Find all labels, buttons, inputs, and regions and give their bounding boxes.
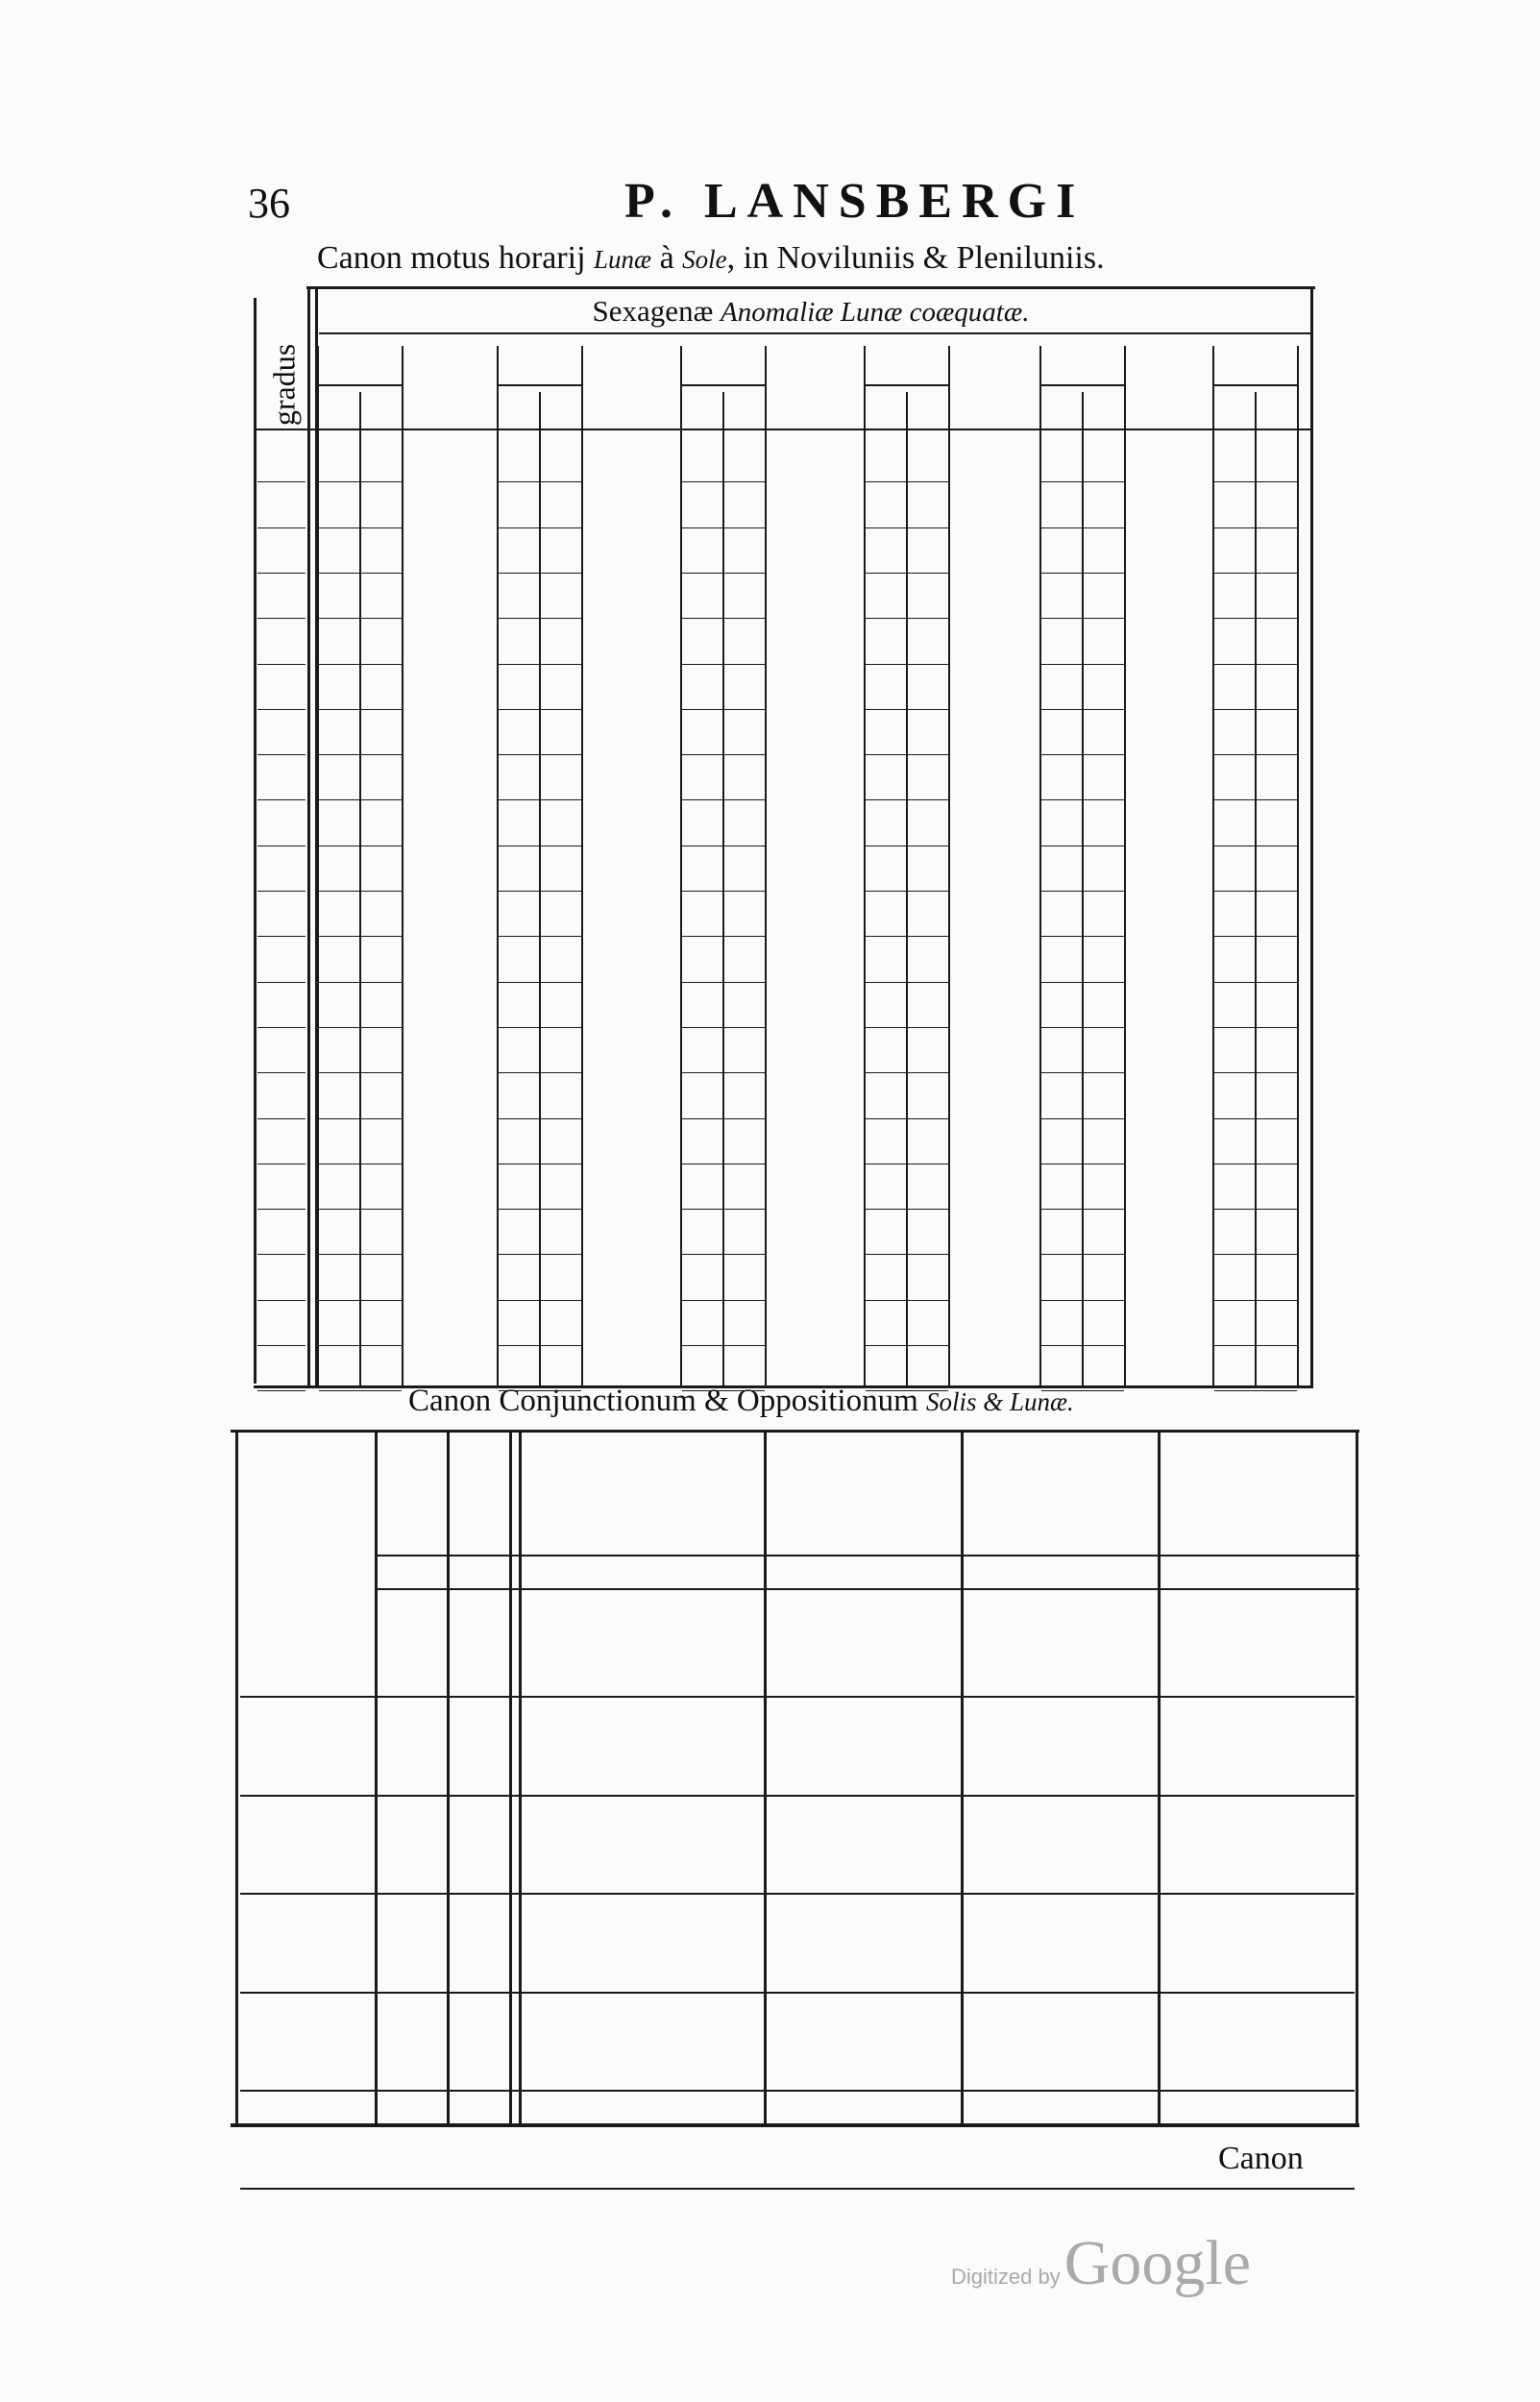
cell-rule (866, 1254, 948, 1255)
cell-rule (682, 754, 765, 755)
cell-rule (682, 618, 765, 619)
cell-rule (319, 1027, 402, 1028)
row-rule (257, 481, 306, 482)
row-rule (257, 1027, 306, 1028)
cell-rule (499, 754, 581, 755)
col-rule-left-2 (680, 346, 682, 1385)
cell-rule (319, 481, 402, 482)
cell-rule (319, 1254, 402, 1255)
cell-rule (866, 982, 948, 983)
row-rule (257, 1072, 306, 1073)
cell-rule (682, 1300, 765, 1301)
subhead-rule-bottom (375, 1588, 1359, 1590)
pair-rule (240, 2188, 1355, 2190)
cell-rule (682, 1027, 765, 1028)
col-rule-left-4 (1039, 346, 1041, 1385)
cell-rule (1214, 936, 1297, 937)
row-rule (257, 754, 306, 755)
cell-rule (682, 1072, 765, 1073)
col-rule-mid-3 (906, 392, 908, 1385)
cell-rule (499, 1300, 581, 1301)
cell-rule (682, 481, 765, 482)
cell-rule (1214, 664, 1297, 665)
frame-bottom (231, 2123, 1359, 2127)
gradus-label-text: gradus (266, 343, 302, 427)
cell-rule (319, 618, 402, 619)
cell-rule (866, 1118, 948, 1119)
col-rule-mid-0 (359, 392, 361, 1385)
cell-rule (866, 936, 948, 937)
cell-rule (866, 709, 948, 710)
row-rule (257, 1300, 306, 1301)
row-rule (257, 1254, 306, 1255)
sexagenae-a: Sexagenæ (592, 294, 721, 328)
cell-rule (499, 1072, 581, 1073)
col-rule-left-1 (497, 346, 499, 1385)
cell-rule (319, 1118, 402, 1119)
cell-rule (1041, 982, 1124, 983)
cell-rule (1214, 527, 1297, 528)
running-head: P. LANSBERGI (624, 174, 1086, 229)
cell-rule (1214, 1027, 1297, 1028)
cell-rule (499, 891, 581, 892)
cell-rule (1214, 754, 1297, 755)
header-rule (254, 429, 1313, 430)
table1-title-d: Sole (682, 245, 727, 274)
cell-rule (866, 799, 948, 800)
row-rule (257, 527, 306, 528)
cell-rule (866, 618, 948, 619)
col-rule-left-0 (317, 346, 319, 1385)
cell-rule (319, 936, 402, 937)
frame-top (231, 1430, 1359, 1433)
col-rule-right-5 (1297, 346, 1299, 1385)
vertical-rule-7 (1158, 1430, 1161, 2123)
cell-rule (682, 664, 765, 665)
row-rule (257, 891, 306, 892)
cell-rule (866, 1345, 948, 1346)
cell-rule (319, 891, 402, 892)
col-rule-right-4 (1124, 346, 1126, 1385)
cell-rule (1214, 1209, 1297, 1210)
cell-rule (499, 573, 581, 574)
cell-rule (499, 1254, 581, 1255)
google-watermark (951, 2227, 1251, 2300)
cell-rule (499, 709, 581, 710)
cell-rule (319, 1072, 402, 1073)
cell-rule (1214, 573, 1297, 574)
col-head-rule-4 (1041, 384, 1126, 386)
cell-rule (319, 573, 402, 574)
cell-rule (682, 1209, 765, 1210)
cell-rule (682, 1345, 765, 1346)
row-rule (257, 1345, 306, 1346)
col-rule-left-3 (864, 346, 866, 1385)
table1-title-c: à (651, 240, 683, 276)
cell-rule (1214, 618, 1297, 619)
cell-rule (319, 1345, 402, 1346)
sexagenae-b: Anomaliæ Lunæ coæquatæ. (721, 297, 1030, 328)
cell-rule (866, 527, 948, 528)
cell-rule (1041, 573, 1124, 574)
cell-rule (319, 527, 402, 528)
cell-rule (319, 664, 402, 665)
table1-title (317, 240, 1105, 277)
cell-rule (866, 891, 948, 892)
cell-rule (1214, 1345, 1297, 1346)
cell-rule (319, 1209, 402, 1210)
cell-rule (1214, 799, 1297, 800)
col-rule-mid-2 (722, 392, 724, 1385)
cell-rule (866, 573, 948, 574)
row-rule (257, 573, 306, 574)
cell-rule (682, 891, 765, 892)
cell-rule (1041, 1300, 1124, 1301)
cell-rule (866, 481, 948, 482)
col-rule-right-0 (402, 346, 403, 1385)
col-head-rule-3 (866, 384, 950, 386)
row-rule (257, 1118, 306, 1119)
cell-rule (1041, 709, 1124, 710)
cell-rule (682, 1254, 765, 1255)
cell-rule (1041, 618, 1124, 619)
col-rule-right-2 (765, 346, 767, 1385)
pair-rule (240, 1696, 1355, 1698)
cell-rule (319, 754, 402, 755)
table1-motus-horarius (254, 286, 1315, 1388)
col-head-rule-5 (1214, 384, 1299, 386)
cell-rule (499, 1027, 581, 1028)
gradus-label (256, 325, 313, 450)
cell-rule (866, 1027, 948, 1028)
cell-rule (1214, 481, 1297, 482)
row-rule (257, 799, 306, 800)
frame-left-1 (254, 298, 257, 1384)
cell-rule (682, 982, 765, 983)
col-rule-left-5 (1212, 346, 1214, 1385)
cell-rule (1041, 481, 1124, 482)
cell-rule (682, 709, 765, 710)
col-rule-right-1 (581, 346, 583, 1385)
cell-rule (682, 936, 765, 937)
cell-rule (319, 799, 402, 800)
sexagenae-heading (542, 294, 1080, 329)
cell-rule (499, 618, 581, 619)
vertical-rule-8 (1356, 1430, 1358, 2123)
vertical-rule-2 (447, 1430, 450, 2123)
cell-rule (499, 664, 581, 665)
cell-rule (499, 799, 581, 800)
col-head-rule-2 (682, 384, 767, 386)
cell-rule (1214, 1300, 1297, 1301)
cell-rule (1041, 891, 1124, 892)
vertical-rule-5 (764, 1430, 767, 2123)
cell-rule (499, 1118, 581, 1119)
cell-rule (1214, 1072, 1297, 1073)
cell-rule (1214, 982, 1297, 983)
cell-rule (1041, 1072, 1124, 1073)
frame-top (306, 286, 1315, 289)
col-head-rule-0 (319, 384, 403, 386)
cell-rule (1041, 1118, 1124, 1119)
cell-rule (499, 982, 581, 983)
cell-rule (319, 709, 402, 710)
table1-title-a: Canon motus horarij (317, 240, 595, 276)
cell-rule (1041, 754, 1124, 755)
cell-rule (1041, 664, 1124, 665)
cell-rule (319, 1300, 402, 1301)
cell-rule (1041, 799, 1124, 800)
row-rule (257, 1390, 306, 1391)
table1-title-e: , in Noviluniis & Pleniluniis. (726, 240, 1105, 276)
cell-rule (866, 1209, 948, 1210)
cell-rule (1041, 936, 1124, 937)
cell-rule (866, 1300, 948, 1301)
cell-rule (1214, 1118, 1297, 1119)
cell-rule (1041, 1027, 1124, 1028)
vertical-rule-1 (375, 1430, 378, 2123)
cell-rule (499, 936, 581, 937)
row-rule (257, 709, 306, 710)
cell-rule (1214, 1254, 1297, 1255)
table2-title (408, 1384, 1074, 1419)
catchword: Canon (1218, 2141, 1304, 2176)
col-rule-mid-1 (539, 392, 541, 1385)
cell-rule (319, 982, 402, 983)
table2-conjunctionum (231, 1430, 1359, 2128)
col-rule-mid-5 (1255, 392, 1257, 1385)
cell-rule (319, 1390, 402, 1391)
cell-rule (1214, 709, 1297, 710)
subhead-rule-top (375, 1555, 1359, 1556)
cell-rule (1041, 527, 1124, 528)
cell-rule (499, 1209, 581, 1210)
row-rule (257, 936, 306, 937)
col-head-rule-1 (499, 384, 583, 386)
frame-right (1310, 286, 1313, 1386)
cell-rule (1041, 1345, 1124, 1346)
vertical-rule-4 (519, 1430, 522, 2123)
vertical-rule-6 (961, 1430, 964, 2123)
cell-rule (866, 754, 948, 755)
cell-rule (499, 481, 581, 482)
cell-rule (866, 1072, 948, 1073)
table2-title-a: Canon Conjunctionum & Oppositionum (408, 1384, 927, 1418)
cell-rule (499, 1345, 581, 1346)
cell-rule (1214, 891, 1297, 892)
row-rule (257, 618, 306, 619)
google-logo-text: Google (1063, 2228, 1252, 2298)
cell-rule (1041, 1254, 1124, 1255)
digitized-by-text: Digitized by (951, 2265, 1061, 2289)
col-rule-mid-4 (1082, 392, 1084, 1385)
pair-rule (240, 1795, 1355, 1797)
pair-rule (240, 2090, 1355, 2092)
pair-rule (240, 1992, 1355, 1994)
sexa-underline (319, 332, 1310, 334)
cell-rule (682, 573, 765, 574)
row-rule (257, 1209, 306, 1210)
vertical-rule-0 (235, 1430, 238, 2123)
cell-rule (1214, 1390, 1297, 1391)
cell-rule (682, 799, 765, 800)
cell-rule (866, 664, 948, 665)
table2-title-b: Solis & Lunæ. (926, 1387, 1074, 1416)
col-rule-right-3 (948, 346, 950, 1385)
vertical-rule-3 (509, 1430, 512, 2123)
cell-rule (1041, 1209, 1124, 1210)
pair-rule (240, 1893, 1355, 1895)
row-rule (257, 982, 306, 983)
cell-rule (682, 1118, 765, 1119)
table1-title-b: Lunæ (594, 245, 652, 274)
cell-rule (499, 527, 581, 528)
row-rule (257, 664, 306, 665)
page-number: 36 (248, 180, 290, 227)
frame-left-2 (307, 286, 310, 1386)
cell-rule (682, 527, 765, 528)
